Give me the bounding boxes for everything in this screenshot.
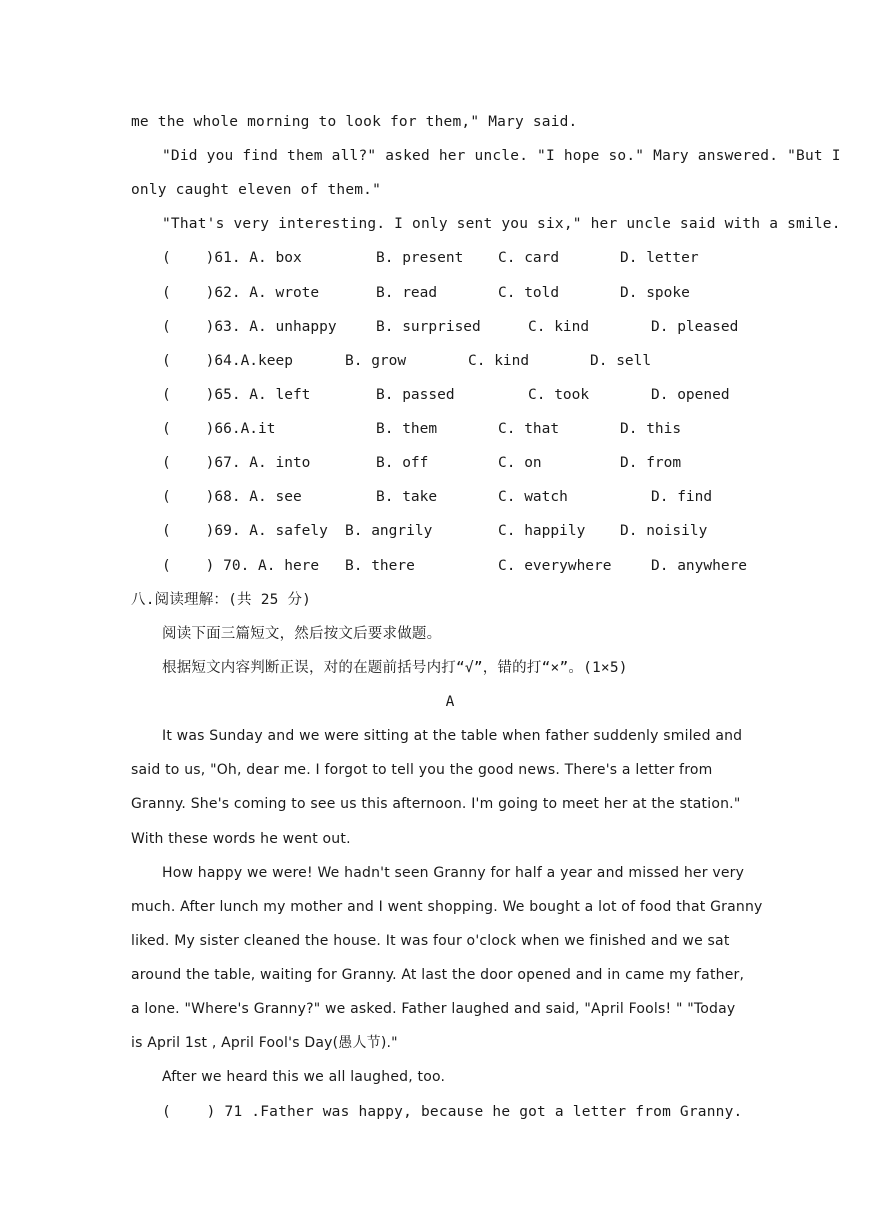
option-c: C. everywhere	[498, 558, 612, 574]
option-d: D. opened	[651, 387, 730, 403]
question-stem: ( )66.A.it	[162, 421, 276, 437]
option-b: B. grow	[345, 353, 407, 369]
option-d: D. spoke	[620, 285, 690, 301]
option-c: C. kind	[528, 319, 590, 335]
option-c: C. that	[498, 421, 560, 437]
question-stem: ( )62. A. wrote	[162, 285, 320, 301]
question-stem: ( )68. A. see	[162, 489, 302, 505]
passage-line: After we heard this we all laughed, too.	[162, 1069, 446, 1085]
passage-line: much. After lunch my mother and I went shopping. We bought a lot of food that Granny	[131, 899, 763, 915]
option-c: C. watch	[498, 489, 568, 505]
option-b: B. read	[376, 285, 438, 301]
option-b: B. present	[376, 250, 464, 266]
question-stem: ( )63. A. unhappy	[162, 319, 337, 335]
option-d: D. sell	[590, 353, 652, 369]
option-b: B. surprised	[376, 319, 481, 335]
passage-line: a lone. "Where's Granny?" we asked. Father laughed and said, "April Fools! " "Today	[131, 1001, 736, 1017]
option-c: C. told	[498, 285, 560, 301]
option-b: B. there	[345, 558, 415, 574]
passage-line: around the table, waiting for Granny. At last the door opened and in came my father,	[131, 967, 745, 983]
option-b: B. off	[376, 455, 429, 471]
option-b: B. take	[376, 489, 438, 505]
passage-label: A	[445, 694, 455, 710]
option-b: B. them	[376, 421, 438, 437]
option-d: D. anywhere	[651, 558, 748, 574]
option-c: C. happily	[498, 523, 586, 539]
option-c: C. card	[498, 250, 560, 266]
option-d: D. pleased	[651, 319, 739, 335]
passage-line: only caught eleven of them."	[131, 182, 382, 198]
passage-line: "That's very interesting. I only sent you six," her uncle said with a smile.	[162, 216, 841, 232]
option-c: C. kind	[468, 353, 530, 369]
question-stem: ( )65. A. left	[162, 387, 311, 403]
question-stem: ( )64.A.keep	[162, 353, 293, 369]
option-c: C. took	[528, 387, 590, 403]
passage-line: "Did you find them all?" asked her uncle. "I hope so." Mary answered. "But I	[162, 148, 841, 164]
option-d: D. find	[651, 489, 713, 505]
question-stem: ( )61. A. box	[162, 250, 302, 266]
passage-line: said to us, "Oh, dear me. I forgot to tell you the good news. There's a letter from	[131, 762, 713, 778]
option-b: B. angrily	[345, 523, 433, 539]
passage-line: me the whole morning to look for them," Mary said.	[131, 114, 578, 130]
option-d: D. from	[620, 455, 682, 471]
option-d: D. letter	[620, 250, 699, 266]
question-stem: ( )67. A. into	[162, 455, 311, 471]
passage-line: With these words he went out.	[131, 831, 351, 847]
section-heading: 八.阅读理解：(共 25 分)	[131, 592, 312, 608]
option-d: D. noisily	[620, 523, 708, 539]
question-stem: ( ) 70. A. here	[162, 558, 320, 574]
option-c: C. on	[498, 455, 542, 471]
passage-line: Granny. She's coming to see us this afternoon. I'm going to meet her at the station."	[131, 796, 741, 812]
option-b: B. passed	[376, 387, 455, 403]
instruction: 根据短文内容判断正误，对的在题前括号内打“√”，错的打“×”。(1×5)	[162, 660, 628, 676]
option-d: D. this	[620, 421, 682, 437]
passage-line: How happy we were! We hadn't seen Granny for half a year and missed her very	[162, 865, 745, 881]
passage-line: liked. My sister cleaned the house. It was four o'clock when we finished and we sat	[131, 933, 730, 949]
instruction: 阅读下面三篇短文，然后按文后要求做题。	[162, 626, 442, 642]
question-stem: ( )69. A. safely	[162, 523, 328, 539]
question-71: ( ) 71 .Father was happy, because he got a letter from Granny.	[162, 1104, 743, 1120]
passage-line: is April 1st , April Fool's Day(愚人节)."	[131, 1035, 398, 1051]
passage-line: It was Sunday and we were sitting at the table when father suddenly smiled and	[162, 728, 743, 744]
